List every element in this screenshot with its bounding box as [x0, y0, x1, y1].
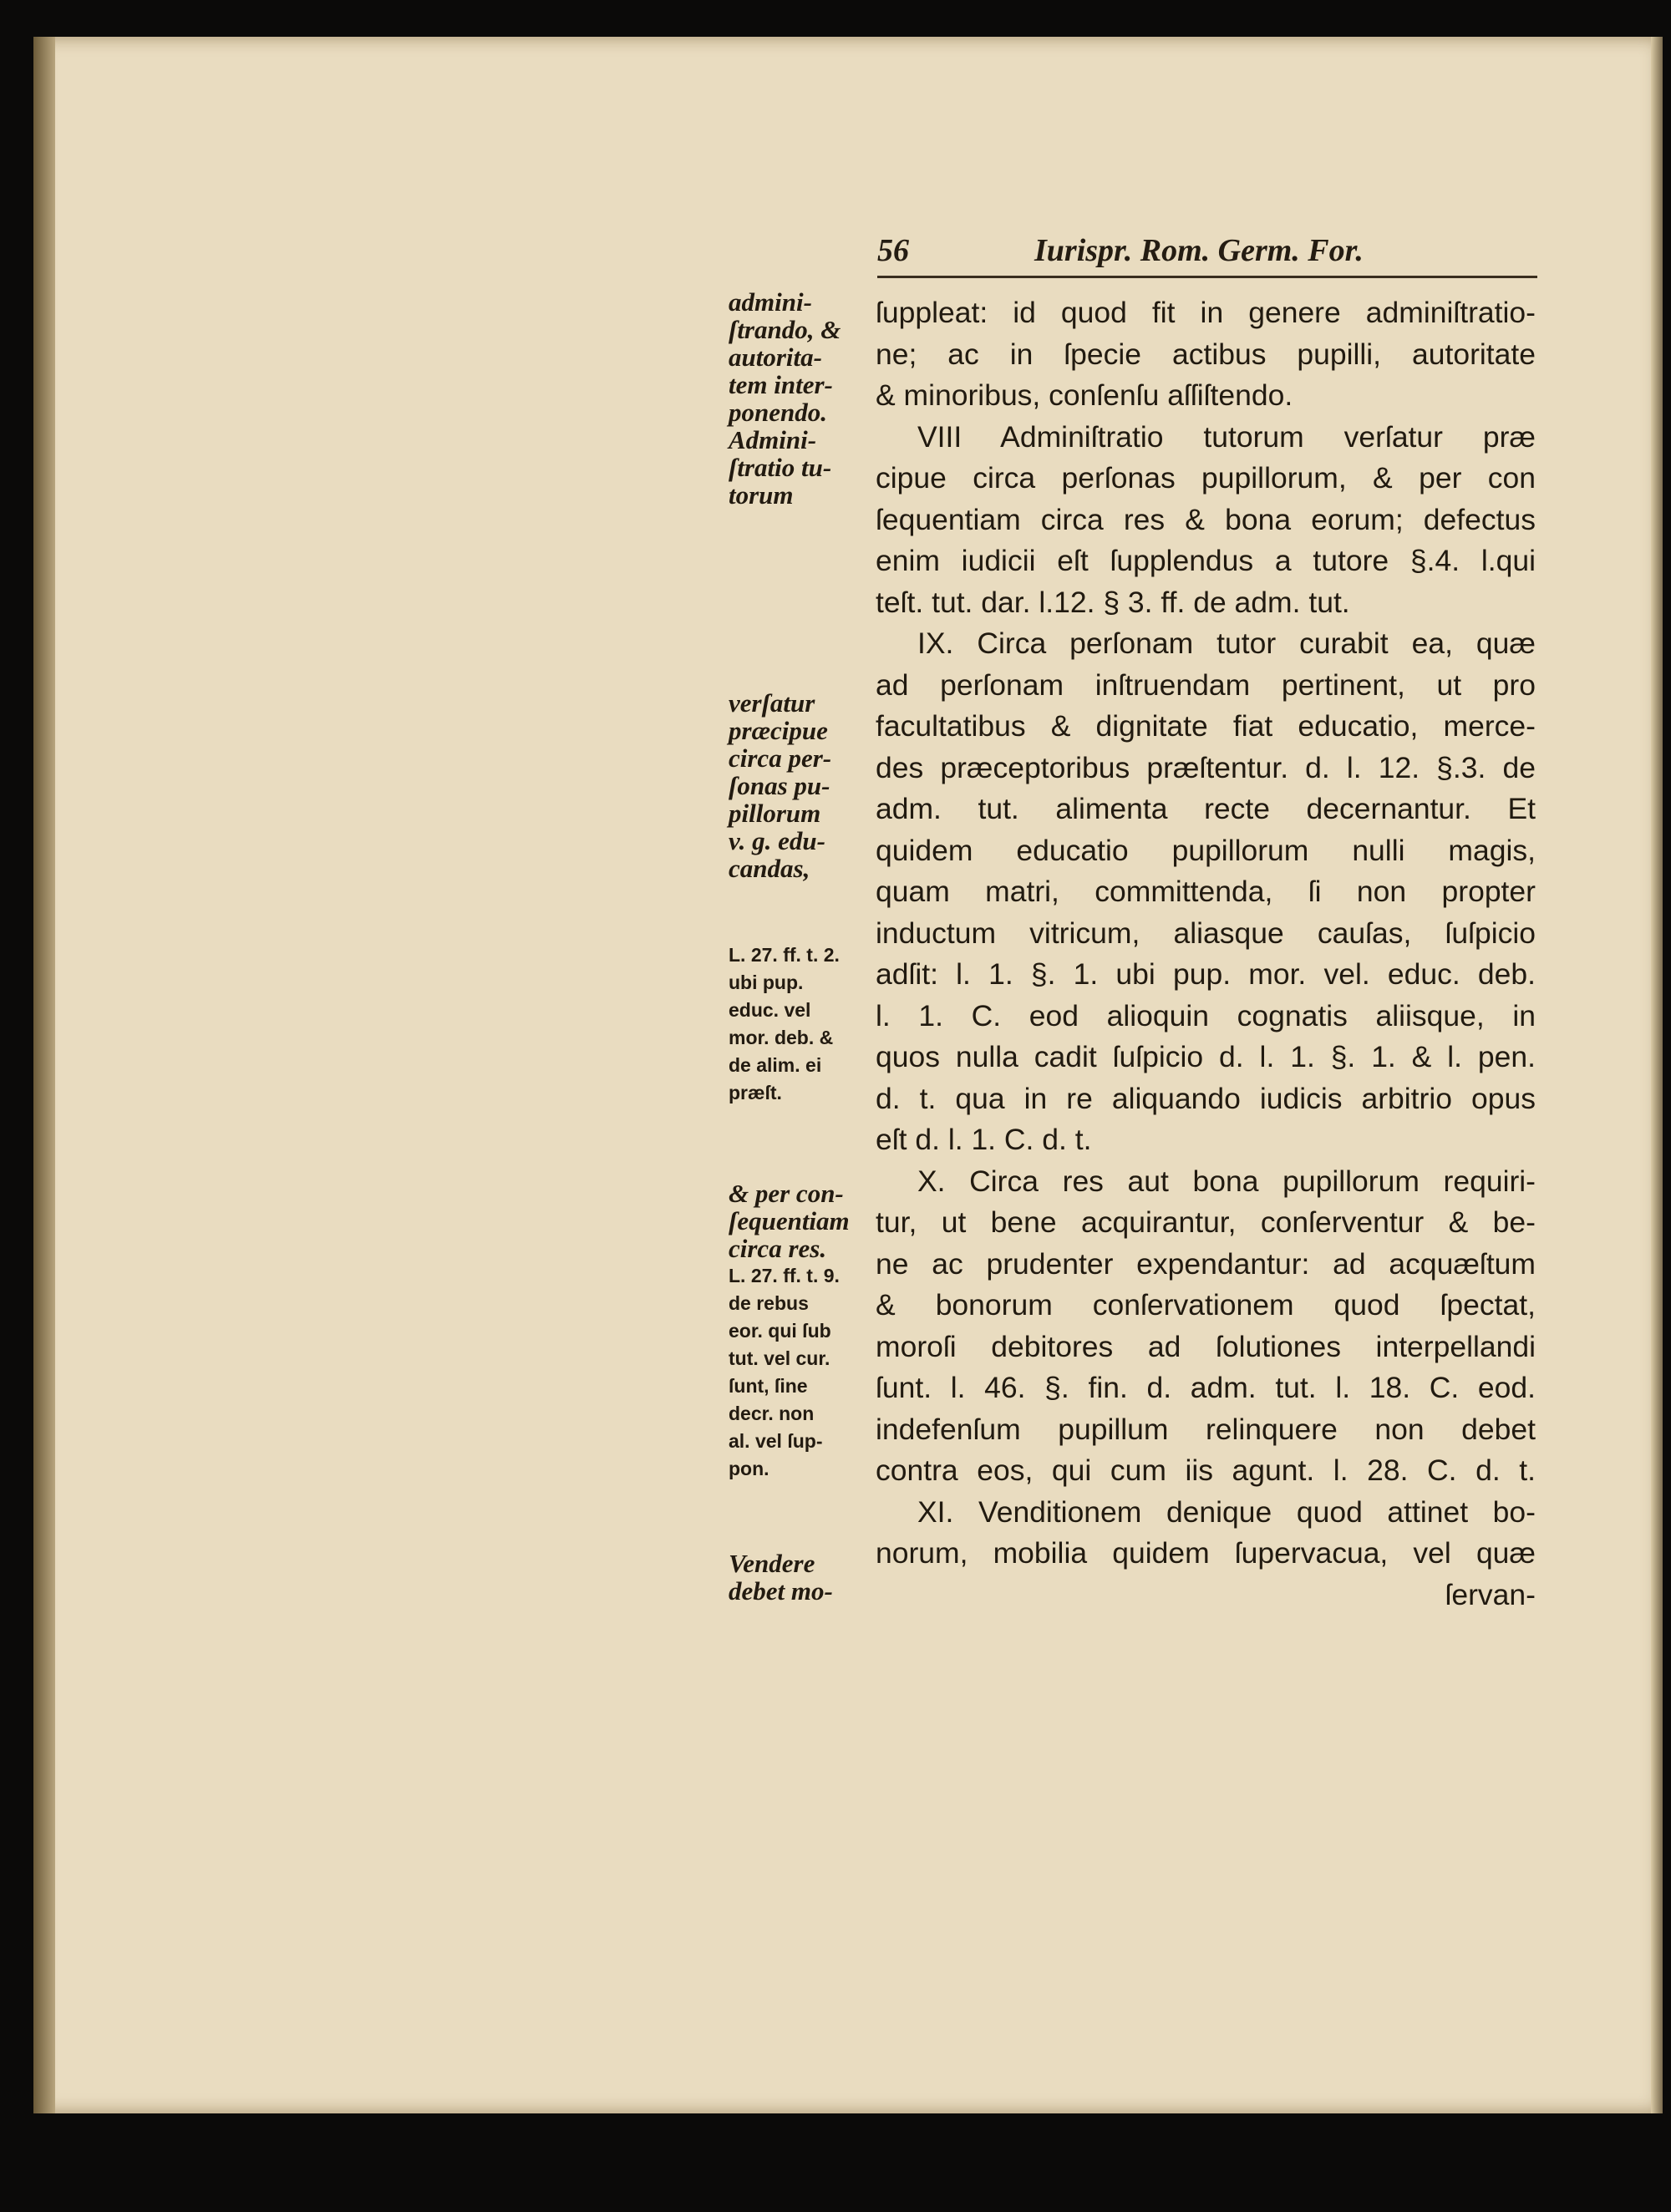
- text-line: des præceptoribus præſtentur. d. l. 12. §.3. de: [876, 750, 1536, 784]
- margin-line: admini-: [729, 287, 812, 317]
- margin-line: candas,: [729, 854, 810, 883]
- catchword: ſervan-: [1445, 1577, 1536, 1611]
- margin-line: circa res.: [729, 1234, 827, 1263]
- text-line: VIII Adminiſtratio tutorum verſatur præ: [917, 419, 1536, 454]
- text-line: X. Circa res aut bona pupillorum requiri-: [917, 1164, 1536, 1198]
- text-line: ſunt. l. 46. §. fin. d. adm. tut. l. 18. C. eod.: [876, 1371, 1536, 1404]
- text-line: adſit: l. 1. §. 1. ubi pup. mor. vel. educ. deb.: [876, 957, 1536, 991]
- margin-line: ſtrando, &: [729, 315, 841, 344]
- margin-line: tem inter-: [729, 370, 833, 399]
- margin-line: & per con-: [729, 1179, 844, 1208]
- margin-line: præcipue: [729, 716, 828, 745]
- text-line: indefenſum pupillum relinquere non debet: [876, 1412, 1536, 1446]
- text-line: teſt. tut. dar. l.12. § 3. ff. de adm. tut.: [876, 585, 1350, 619]
- text-line: quidem educatio pupillorum nulli magis,: [876, 833, 1536, 867]
- text-line: quam matri, committenda, ſi non propter: [876, 875, 1536, 908]
- text-line: norum, mobilia quidem ſupervacua, vel quæ: [876, 1536, 1536, 1570]
- main-text: [876, 292, 1536, 1616]
- margin-line: L. 27. ff. t. 9.: [729, 1265, 840, 1286]
- text-line: ſuppleat: id quod fit in genere adminiſtratio-: [876, 296, 1536, 329]
- margin-line: pillorum: [729, 799, 821, 828]
- margin-line: torum: [729, 480, 794, 510]
- margin-line: de rebus: [729, 1292, 809, 1314]
- text-line: ne; ac in ſpecie actibus pupilli, autoritate: [876, 337, 1536, 371]
- page-gutter: [33, 37, 55, 2113]
- margin-line: decr. non: [729, 1403, 815, 1424]
- text-line: contra eos, qui cum iis agunt. l. 28. C. d. t.: [876, 1454, 1536, 1487]
- text-line: XI. Venditionem denique quod attinet bo-: [917, 1494, 1536, 1529]
- margin-line: verſatur: [729, 688, 815, 718]
- text-line: inductum vitricum, aliasque cauſas, ſuſpicio: [876, 916, 1536, 950]
- margin-line: Admini-: [729, 425, 817, 454]
- margin-note: [729, 1550, 879, 1605]
- text-line: l. 1. C. eod alioquin cognatis aliisque, in: [876, 998, 1536, 1032]
- text-line: quos nulla cadit ſuſpicio d. l. 1. §. 1. & l. pen.: [876, 1040, 1536, 1073]
- margin-line: tut. vel cur.: [729, 1347, 830, 1369]
- margin-line: de alim. ei: [729, 1054, 822, 1076]
- page-number: 56: [877, 233, 909, 268]
- margin-line: pon.: [729, 1458, 769, 1479]
- margin-note: [729, 1180, 879, 1483]
- text-line: tur, ut bene acquirantur, conſerventur & be-: [876, 1205, 1536, 1239]
- text-line: adm. tut. alimenta recte decernantur. Et: [876, 792, 1536, 825]
- margin-line: ponendo.: [729, 398, 827, 427]
- margin-line: ſequentiam: [729, 1206, 850, 1235]
- text-line: enim iudicii eſt ſupplendus a tutore §.4. l.qui: [876, 544, 1536, 577]
- margin-line: mor. deb. &: [729, 1027, 834, 1048]
- margin-line: al. vel ſup-: [729, 1430, 823, 1452]
- page-header: [877, 232, 1546, 277]
- text-line: moroſi debitores ad ſolutiones interpellandi: [876, 1329, 1536, 1363]
- text-line: d. t. qua in re aliquando iudicis arbitrio opus: [876, 1081, 1536, 1115]
- text-line: ad perſonam inſtruendam pertinent, ut pro: [876, 667, 1536, 702]
- text-line: ne ac prudenter expendantur: ad acquæſtum: [876, 1246, 1536, 1281]
- margin-line: eor. qui ſub: [729, 1320, 831, 1342]
- margin-line: ubi pup.: [729, 972, 804, 993]
- margin-line: autorita-: [729, 342, 822, 372]
- margin-note: [729, 288, 879, 509]
- margin-line: ſunt, ſine: [729, 1375, 808, 1397]
- text-line: & minoribus, conſenſu aſſiſtendo.: [876, 378, 1293, 412]
- text-line: ſequentiam circa res & bona eorum; defectus: [876, 502, 1536, 536]
- text-line: eſt d. l. 1. C. d. t.: [876, 1123, 1092, 1156]
- margin-note: [729, 941, 879, 1107]
- margin-line: præſt.: [729, 1082, 782, 1103]
- text-line: IX. Circa perſonam tutor curabit ea, quæ: [917, 627, 1536, 660]
- header-rule: [877, 276, 1537, 278]
- margin-note: [729, 689, 879, 882]
- margin-line: circa per-: [729, 743, 832, 773]
- margin-line: v. g. edu-: [729, 826, 825, 855]
- margin-line: ſonas pu-: [729, 771, 830, 800]
- margin-line: ſtratio tu-: [729, 453, 832, 482]
- text-line: cipue circa perſonas pupillorum, & per con: [876, 461, 1536, 495]
- text-line: facultatibus & dignitate fiat educatio, merce-: [876, 709, 1536, 743]
- text-line: & bonorum conſervationem quod ſpectat,: [876, 1288, 1536, 1322]
- margin-line: Vendere: [729, 1549, 815, 1578]
- page-edge: [1651, 37, 1663, 2113]
- running-title: Iurispr. Rom. Germ. For.: [1034, 233, 1364, 268]
- margin-line: educ. vel: [729, 999, 811, 1021]
- margin-line: L. 27. ff. t. 2.: [729, 944, 840, 966]
- margin-line: debet mo-: [729, 1576, 833, 1606]
